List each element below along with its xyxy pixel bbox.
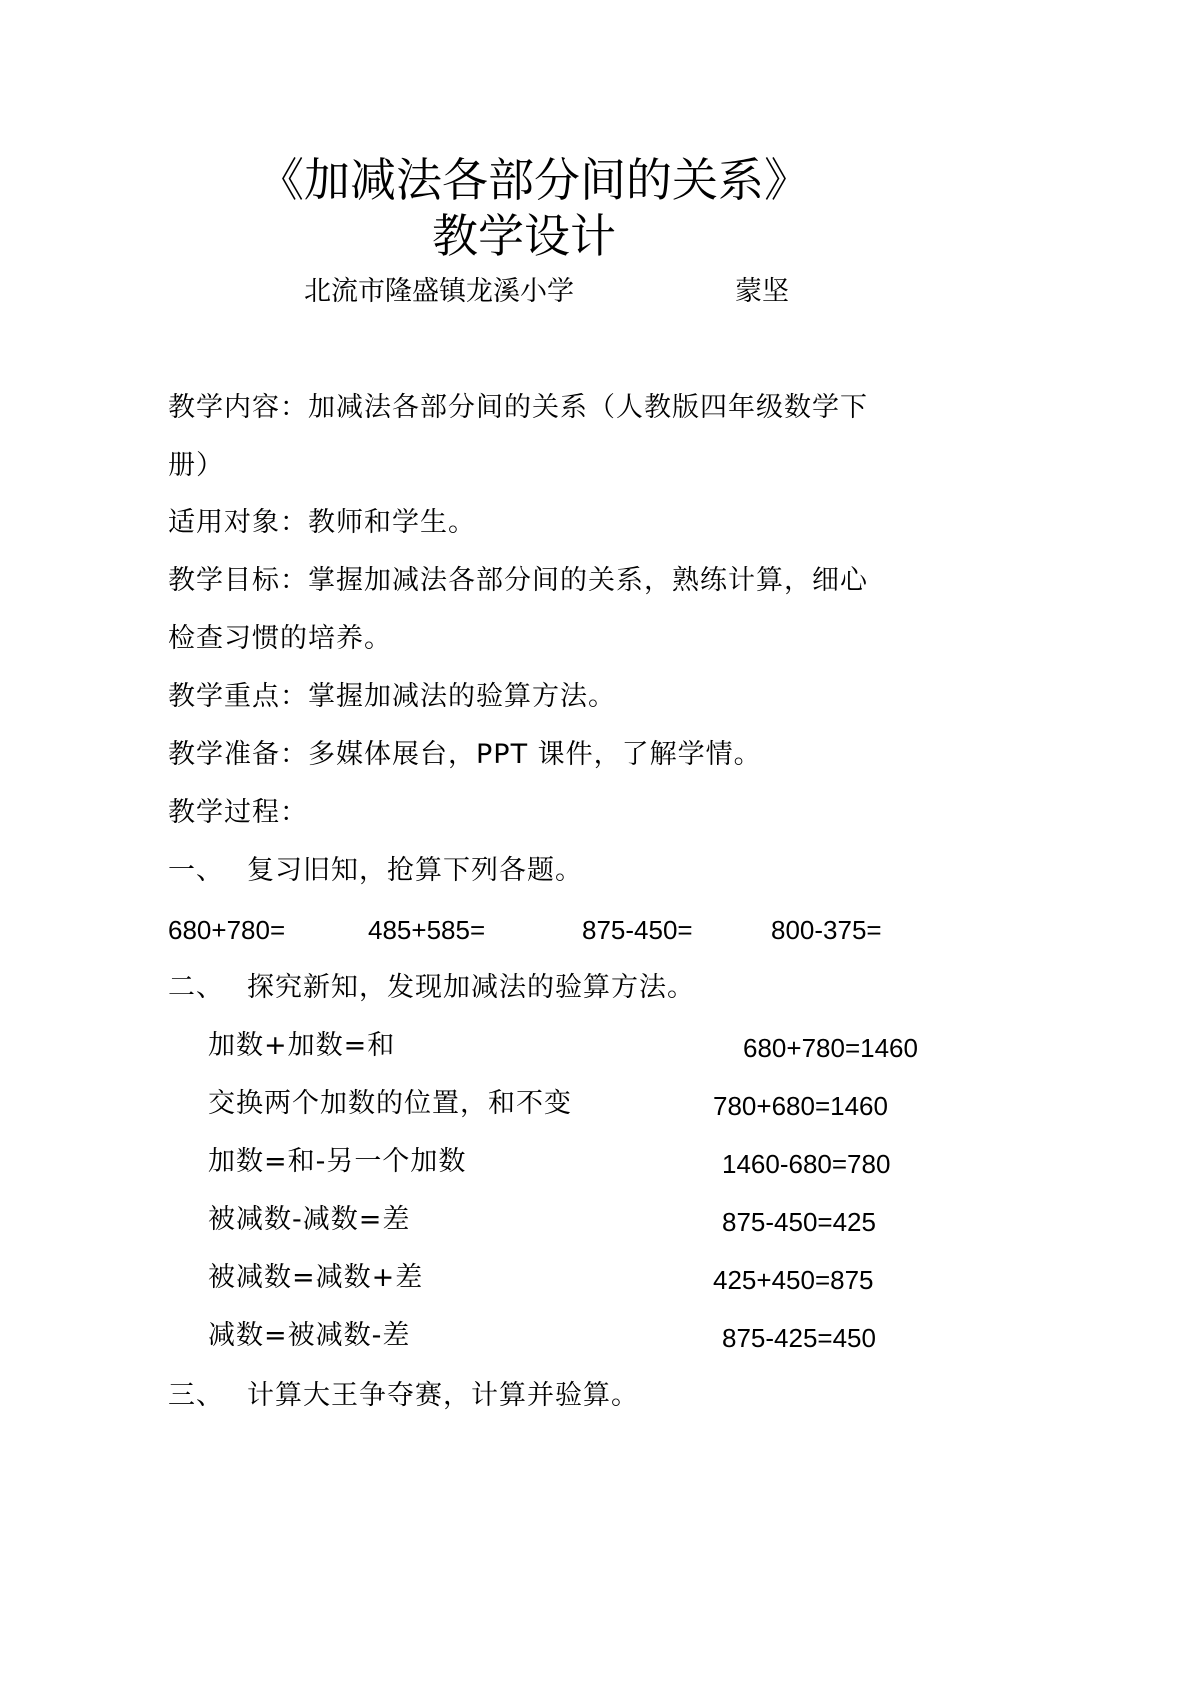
teaching-content-line2: 册）	[168, 450, 224, 481]
section2-number: 二、	[168, 972, 224, 1003]
exercise-2: 485+585=	[368, 915, 486, 945]
author-name: 蒙坚	[735, 276, 789, 307]
section1-heading: 复习旧知，抢算下列各题。	[247, 855, 583, 886]
exercise-1: 680+780=	[168, 915, 286, 945]
document-subtitle: 教学设计	[432, 209, 616, 263]
rule-text: 加数+加数=和	[208, 1030, 396, 1061]
section3-number: 三、	[168, 1380, 224, 1411]
rule-example: 875-425=450	[722, 1323, 876, 1353]
rule-text: 加数=和-另一个加数	[208, 1146, 467, 1177]
rule-text: 交换两个加数的位置，和不变	[208, 1088, 572, 1119]
exercise-3: 875-450=	[582, 915, 693, 945]
teaching-content-line1: 教学内容：加减法各部分间的关系（人教版四年级数学下	[168, 392, 868, 423]
rule-example: 425+450=875	[713, 1265, 874, 1295]
teaching-objective-line1: 教学目标：掌握加减法各部分间的关系，熟练计算，细心	[168, 565, 868, 596]
section1-number: 一、	[168, 855, 224, 886]
section3-heading: 计算大王争夺赛，计算并验算。	[247, 1380, 639, 1411]
target-audience: 适用对象：教师和学生。	[168, 507, 476, 538]
rule-text: 被减数-减数=差	[208, 1204, 411, 1235]
rule-example: 780+680=1460	[713, 1091, 888, 1121]
rule-example: 1460-680=780	[722, 1149, 891, 1179]
teaching-key-point: 教学重点：掌握加减法的验算方法。	[168, 681, 616, 712]
teaching-objective-line2: 检查习惯的培养。	[168, 623, 392, 654]
teaching-preparation: 教学准备：多媒体展台，PPT 课件，了解学情。	[168, 739, 762, 770]
rule-example: 680+780=1460	[743, 1033, 918, 1063]
exercise-4: 800-375=	[771, 915, 882, 945]
document-title: 《加减法各部分间的关系》	[258, 153, 810, 207]
rule-text: 被减数=减数+差	[208, 1262, 424, 1293]
teaching-process-label: 教学过程：	[168, 797, 308, 828]
school-name: 北流市隆盛镇龙溪小学	[304, 276, 574, 307]
section2-heading: 探究新知，发现加减法的验算方法。	[247, 972, 695, 1003]
rule-example: 875-450=425	[722, 1207, 876, 1237]
rule-text: 减数=被减数-差	[208, 1320, 411, 1351]
